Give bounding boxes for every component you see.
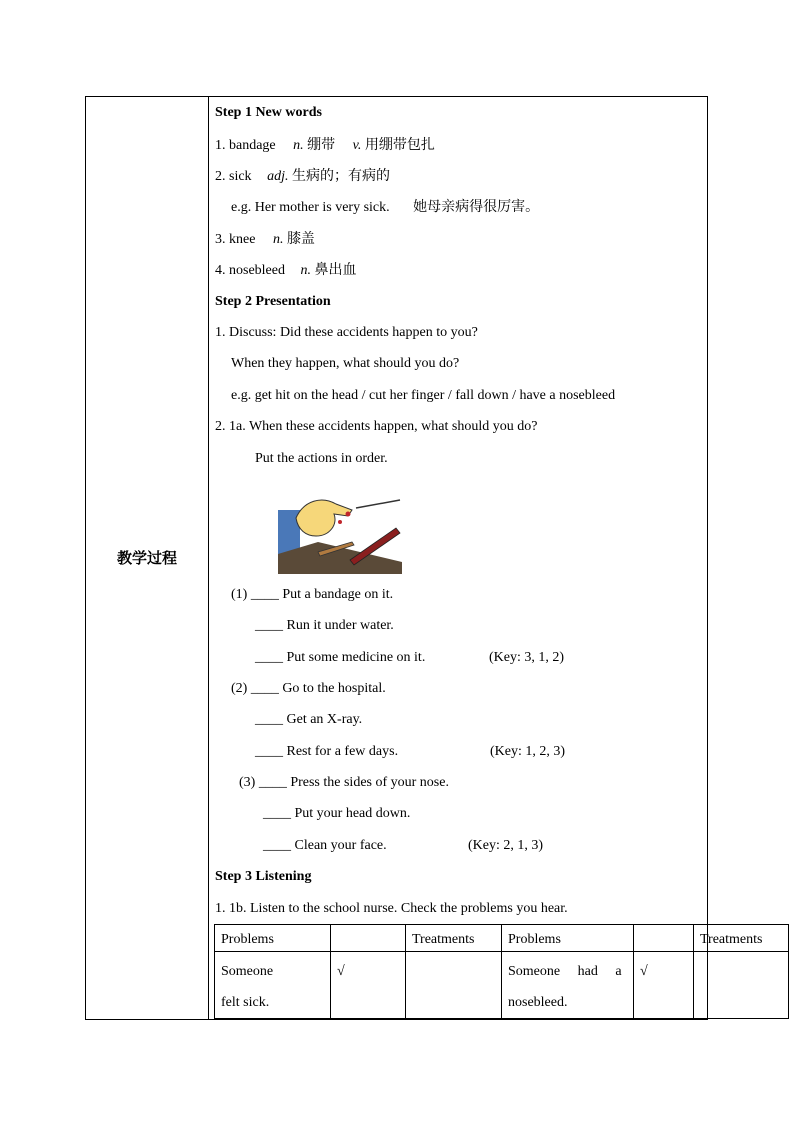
cell-line: Someone had a bbox=[508, 964, 622, 979]
example-line: e.g. get hit on the head / cut her finger / fall down / have a nosebleed bbox=[231, 388, 616, 403]
action-line: (1) ____ Put a bandage on it. bbox=[231, 587, 394, 602]
action-line: ____ Get an X-ray. bbox=[255, 712, 363, 727]
step3-title: Step 3 Listening bbox=[215, 869, 312, 884]
pos-label: n. bbox=[293, 138, 304, 153]
knife-shape bbox=[356, 500, 400, 508]
listening-line: 1. 1b. Listen to the school nurse. Check the problems you hear. bbox=[215, 901, 568, 916]
chinese-gloss: 生病的；有病的 bbox=[291, 168, 390, 184]
answer-key: (Key: 3, 1, 2) bbox=[489, 650, 565, 665]
action-line: ____ Put your head down. bbox=[263, 806, 411, 821]
check-cell: √ bbox=[331, 952, 406, 1019]
problem-cell bbox=[215, 952, 331, 1019]
example-cn: 她母亲病得很厉害。 bbox=[413, 199, 540, 215]
cut-finger-illustration bbox=[278, 490, 402, 574]
side-label: 教学过程 bbox=[116, 549, 177, 567]
word-sick bbox=[215, 167, 390, 186]
chinese-gloss: 鼻出血 bbox=[314, 262, 357, 278]
action-line: ____ Clean your face. bbox=[263, 838, 387, 853]
chinese-gloss: 膝盖 bbox=[286, 231, 315, 247]
word-nosebleed bbox=[215, 261, 356, 280]
table-row bbox=[215, 952, 789, 1019]
step2-title: Step 2 Presentation bbox=[215, 294, 331, 309]
word-text: 4. nosebleed bbox=[215, 263, 285, 278]
problem-cell bbox=[502, 952, 634, 1019]
example-sentence bbox=[231, 198, 539, 217]
answer-key: (Key: 1, 2, 3) bbox=[490, 744, 566, 759]
word-text: 3. knee bbox=[215, 232, 256, 247]
word-bandage bbox=[215, 136, 435, 155]
word-knee bbox=[215, 230, 315, 249]
check-cell: √ bbox=[634, 952, 694, 1019]
treatment-cell bbox=[694, 952, 789, 1019]
question-line: When they happen, what should you do? bbox=[231, 356, 460, 371]
pos-label: v. bbox=[352, 138, 362, 153]
header-cell: Problems bbox=[215, 925, 331, 952]
hand-shape bbox=[296, 500, 352, 536]
blood-drop bbox=[346, 512, 351, 517]
cell-line: felt sick. bbox=[221, 995, 270, 1010]
header-cell: Treatments bbox=[694, 925, 789, 952]
action-line: (3) ____ Press the sides of your nose. bbox=[239, 775, 449, 790]
step1-title: Step 1 New words bbox=[215, 105, 322, 120]
header-cell: Treatments bbox=[406, 925, 502, 952]
pos-label: adj. bbox=[267, 169, 289, 184]
answer-key: (Key: 2, 1, 3) bbox=[468, 838, 544, 853]
cell-line: Someone bbox=[221, 964, 274, 979]
action-line: ____ Rest for a few days. bbox=[255, 744, 399, 759]
chinese-gloss: 绷带 bbox=[307, 137, 336, 153]
pos-label: n. bbox=[272, 232, 284, 247]
instruction-line: Put the actions in order. bbox=[255, 451, 388, 466]
table-header-row bbox=[215, 925, 789, 952]
discuss-line: 1. Discuss: Did these accidents happen to you? bbox=[215, 325, 478, 340]
chinese-gloss: 用绷带包扎 bbox=[364, 137, 435, 153]
action-line: ____ Run it under water. bbox=[255, 618, 394, 633]
action-line: ____ Put some medicine on it. bbox=[255, 650, 426, 665]
blood-drop bbox=[338, 520, 342, 524]
pos-label: n. bbox=[300, 263, 311, 278]
example-en: e.g. Her mother is very sick. bbox=[231, 200, 390, 215]
task-1a-line: 2. 1a. When these accidents happen, what should you do? bbox=[215, 419, 538, 434]
cell-line: nosebleed. bbox=[508, 995, 568, 1010]
header-cell bbox=[634, 925, 694, 952]
word-text: 1. bandage bbox=[215, 138, 276, 153]
problems-table bbox=[214, 924, 789, 1019]
action-line: (2) ____ Go to the hospital. bbox=[231, 681, 386, 696]
column-divider bbox=[208, 97, 209, 1019]
treatment-cell bbox=[406, 952, 502, 1019]
word-text: 2. sick bbox=[215, 169, 252, 184]
header-cell: Problems bbox=[502, 925, 634, 952]
header-cell bbox=[331, 925, 406, 952]
